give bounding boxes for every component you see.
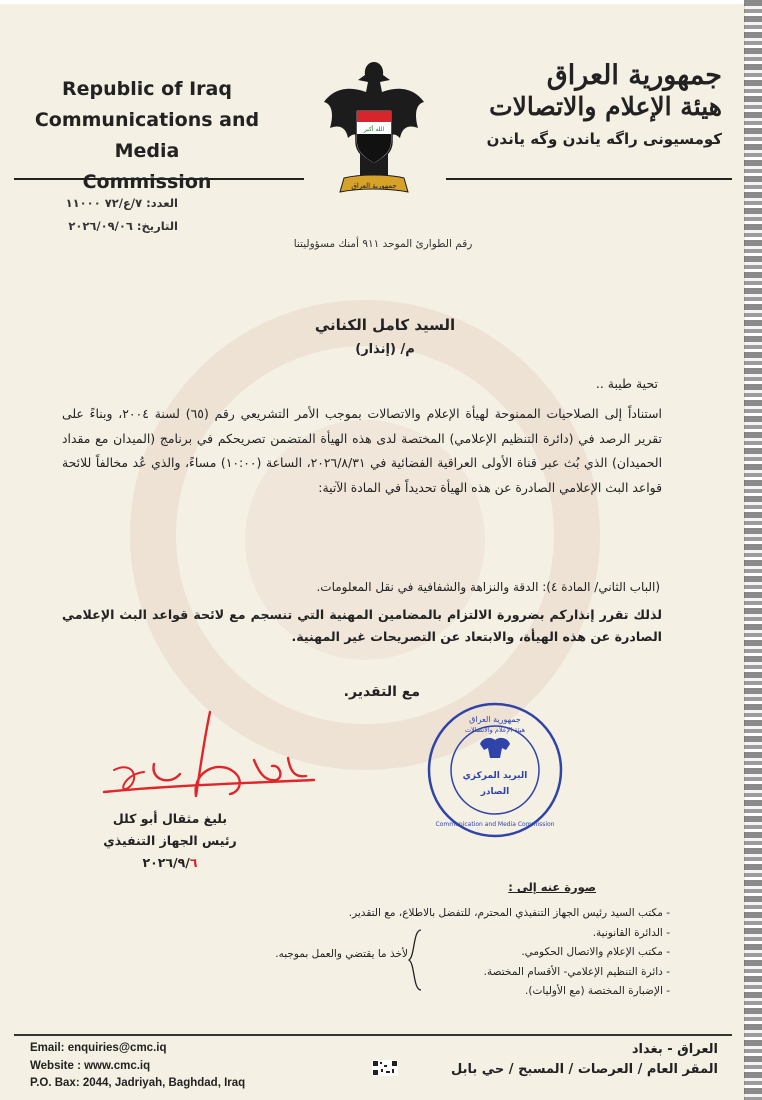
reference-date: التاريخ: ٢٠٢٦/٠٩/٠٦ — [68, 219, 178, 233]
en-header-line-3: Commission — [82, 171, 212, 193]
signature-date — [70, 852, 270, 874]
cc-brace-icon — [405, 928, 425, 992]
cc-title: صورة عنه إلى : — [508, 880, 596, 894]
header-divider-right — [446, 178, 732, 180]
recipient-name: السيد كامل الكناني — [314, 316, 456, 334]
reference-number: العدد: ٧/ع/٧٢ ١١٠٠٠ — [65, 196, 178, 210]
handwritten-signature-icon — [44, 700, 324, 810]
cc-item: - مكتب الإعلام والاتصال الحكومي. — [250, 943, 670, 963]
subject-line: م/ (إنذار) — [355, 342, 415, 357]
footer-divider — [14, 1034, 732, 1036]
emblem-caption: جمهورية العراق — [351, 182, 397, 190]
greeting: تحية طيبة .. — [595, 376, 658, 391]
signer-block — [70, 808, 270, 874]
arabic-header — [402, 60, 722, 148]
cc-item: - دائرة التنظيم الإعلامي- الأقسام المختصة. — [250, 963, 670, 983]
decision-paragraph: لذلك تقرر إنذاركم بضرورة الالتزام بالمضامين المهنية التي تنسجم مع لائحة قواعد البث الإعلامي الصادرة عن هذه الهيأة، والابتعاد عن التصريحات غير المهنية. — [62, 607, 662, 644]
stamp-en-ring: Communication and Media Commission — [435, 821, 555, 828]
reference-block — [58, 192, 178, 238]
footer-email: Email: enquiries@cmc.iq — [30, 1042, 167, 1054]
signer-name: بليغ مثقال أبو كلل — [112, 811, 228, 826]
emergency-hotline-note: رقم الطوارئ الموحد ٩١١ أمنك مسؤوليتنا — [293, 238, 473, 250]
cc-note: لأخذ ما يقتضي والعمل بموجبه. — [275, 948, 408, 960]
header-divider-left — [14, 178, 304, 180]
cc-item: - مكتب السيد رئيس الجهاز التنفيذي المحترم، للتفضل بالاطلاع، مع التقدير. — [250, 904, 670, 924]
cc-item: - الدائرة القانونية. — [250, 924, 670, 944]
qr-code-icon — [372, 1060, 398, 1076]
footer-ar-address: المقر العام / العرصات / المسبح / حي بابل — [450, 1062, 718, 1077]
signature-date-day: ٦ — [189, 855, 198, 870]
en-header-line-1: Republic of Iraq — [62, 78, 232, 100]
emblem-flag-text: الله أكبر — [363, 126, 385, 133]
cc-item: - الإضبارة المختصة (مع الأوليات). — [250, 982, 670, 1002]
scan-edge-strip — [744, 0, 762, 1100]
ar-header-commission: هيئة الإعلام والاتصالات — [489, 92, 722, 121]
violated-article: (الباب الثاني/ المادة ٤): الدقة والنزاهة والشفافية في نقل المعلومات. — [316, 580, 660, 594]
footer-website: Website : www.cmc.iq — [30, 1059, 151, 1072]
official-stamp-icon — [420, 700, 570, 840]
ar-header-republic: جمهورية العراق — [546, 60, 722, 91]
signature-date-prefix: ٢٠٢٦/٩/ — [142, 855, 190, 870]
letter-body: استناداً إلى الصلاحيات الممنوحة لهيأة الإعلام والاتصالات بموجب الأمر التشريعي رقم (٦٥) لسنة ٢٠٠٤، وبناءً على تقرير الرصد في (دائرة التنظيم الإعلامي) المختصة لدى هذه الهيأة المتضمن تصريحكم في برنامج (الميدان مع مقداد الحميدان) الذي بُث عبر قناة الأولى العراقية الفضائية في ٢٠٢٦/٨/٣١، الساعة (١٠:٠٠) مساءً، والذي عُد مخالفاً للائحة قواعد البث الإعلامي الصادرة عن هذه الهيأة تحديداً في المادة الآتية: — [62, 406, 663, 495]
footer-address — [451, 1040, 718, 1080]
stamp-center-1: البريد المركزي — [462, 771, 528, 781]
stamp-ar-top: جمهورية العراق — [469, 715, 521, 724]
stamp-center-2: الصادر — [480, 787, 510, 797]
closing-regards: مع التقدير. — [343, 684, 420, 700]
stamp-ar-name: هيئة الإعلام والاتصالات — [464, 726, 526, 734]
footer-ar-city: العراق - بغداد — [631, 1042, 718, 1057]
footer-contact — [30, 1040, 245, 1093]
signer-title: رئيس الجهاز التنفيذي — [103, 833, 237, 848]
en-header-line-2: Communications and Media — [34, 109, 260, 162]
footer-po-box: P.O. Bax: 2044, Jadriyah, Baghdad, Iraq — [30, 1077, 246, 1089]
kurdish-header: كومسيونی راگه یاندن وگه یاندن — [486, 130, 722, 148]
